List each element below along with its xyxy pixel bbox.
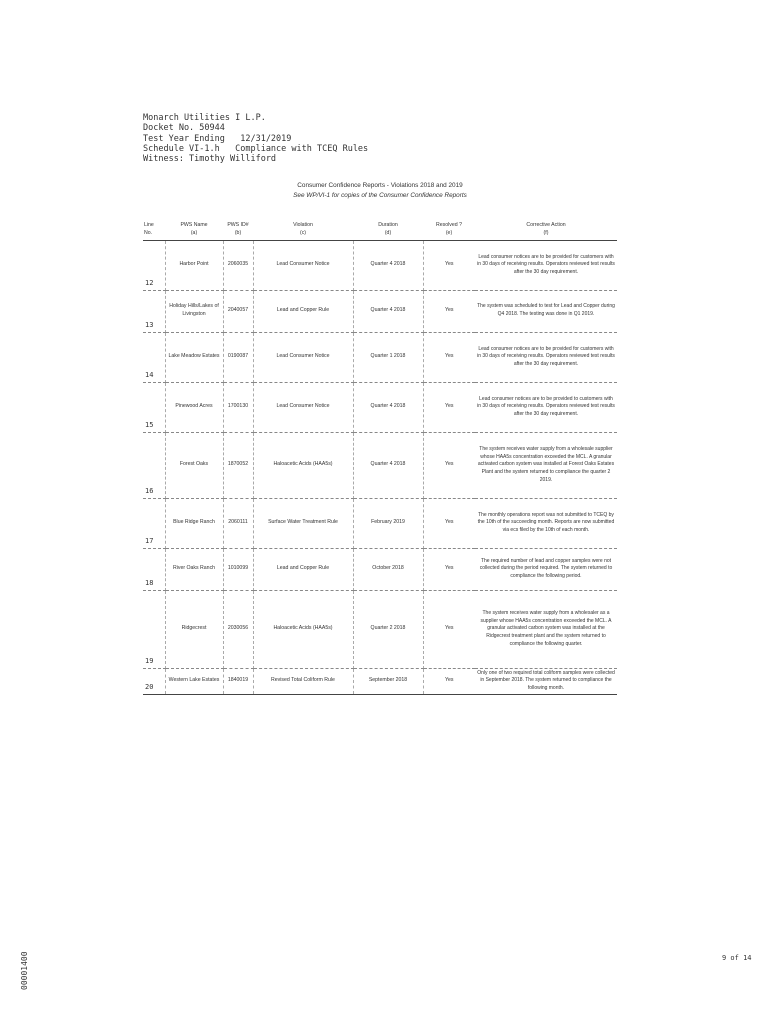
line-number-cell: 17	[143, 498, 165, 548]
line-number-cell: 12	[143, 240, 165, 290]
resolved-cell: Yes	[423, 332, 475, 382]
resolved-cell: Yes	[423, 590, 475, 668]
table-row	[143, 332, 617, 382]
duration-cell: October 2018	[353, 548, 423, 590]
duration-cell: Quarter 2 2018	[353, 590, 423, 668]
column-header-name: Corrective Action	[526, 222, 566, 228]
line-number-cell: 16	[143, 432, 165, 498]
column-header-label: (b)	[234, 229, 242, 236]
test-year: Test Year Ending 12/31/2019	[143, 133, 292, 144]
violation-cell: Lead Consumer Notice	[253, 240, 353, 290]
corrective-action-cell: Lead consumer notices are to be provided for customers with in 30 days of receiving results. Operators reviewed test results after the 30 day requirement.	[475, 240, 617, 290]
corrective-action-cell: The system receives water supply from a wholesaler as a supplier whose HAA5s concentration exceeded the MCL. A granular activated carbon system was installed at the Ridgecrest treatment plant and the system returned to compliance the following quarter.	[475, 590, 617, 668]
table-row	[143, 590, 617, 668]
violation-cell: Surface Water Treatment Rule	[253, 498, 353, 548]
column-header-label: (a)	[190, 229, 198, 236]
corrective-action-cell: Only one of two required total coliform samples were collected in September 2018. The system returned to compliance the following month.	[475, 668, 617, 694]
column-header-label: (e)	[445, 229, 453, 236]
pws-name-cell: Western Lake Estates	[165, 668, 223, 694]
resolved-cell: Yes	[423, 240, 475, 290]
pws-id-cell: 1840019	[223, 668, 253, 694]
document-header	[143, 113, 368, 164]
table-row	[143, 432, 617, 498]
duration-cell: Quarter 1 2018	[353, 332, 423, 382]
duration-cell: Quarter 4 2018	[353, 240, 423, 290]
corrective-action-cell: The required number of lead and copper samples were not collected during the period required. The system returned to compliance the following period.	[475, 548, 617, 590]
pws-name-cell: Forest Oaks	[165, 432, 223, 498]
duration-cell: Quarter 4 2018	[353, 382, 423, 432]
violation-cell: Lead and Copper Rule	[253, 290, 353, 332]
column-header-label: (c)	[299, 229, 307, 236]
duration-cell: February 2019	[353, 498, 423, 548]
pws-id-cell: 0190087	[223, 332, 253, 382]
pws-id-cell: 2060035	[223, 240, 253, 290]
column-header-label: (d)	[384, 229, 392, 236]
column-header	[143, 220, 165, 240]
pws-name-cell: Blue Ridge Ranch	[165, 498, 223, 548]
line-number-cell: 15	[143, 382, 165, 432]
line-number-cell: 19	[143, 590, 165, 668]
schedule-title: Schedule VI-1.h Compliance with TCEQ Rules	[143, 143, 369, 154]
column-header-name: PWS Name	[180, 222, 208, 228]
pws-id-cell: 2060111	[223, 498, 253, 548]
report-title: Consumer Confidence Reports - Violations 2018 and 2019	[297, 182, 463, 189]
docket-number: Docket No. 50944	[143, 123, 225, 134]
duration-cell: Quarter 4 2018	[353, 290, 423, 332]
table-row	[143, 668, 617, 694]
corrective-action-cell: Lead consumer notices are to be provided for customers with in 30 days of receiving results. Operators reviewed test results after the 30 day requirement.	[475, 332, 617, 382]
line-number-cell: 14	[143, 332, 165, 382]
column-header	[223, 220, 253, 240]
column-header-name: Line	[144, 222, 154, 228]
corrective-action-cell: The monthly operations report was not submitted to TCEQ by the 10th of the succeeding month. Reports are now submitted via ecs filed by the 10th of each month.	[475, 498, 617, 548]
corrective-action-cell: Lead consumer notices are to be provided to customers with in 30 days of receiving results. Operators reviewed test results after the 30 day requirement.	[475, 382, 617, 432]
witness: Witness: Timothy Williford	[143, 154, 277, 165]
line-number-cell: 13	[143, 290, 165, 332]
resolved-cell: Yes	[423, 498, 475, 548]
line-number-cell: 18	[143, 548, 165, 590]
column-header-name: Resolved ?	[436, 222, 462, 228]
column-header-name: PWS ID#	[227, 222, 249, 228]
pws-id-cell: 1700130	[223, 382, 253, 432]
resolved-cell: Yes	[423, 548, 475, 590]
corrective-action-cell: The system was scheduled to test for Lead and Copper during Q4 2018. The testing was done in Q1 2019.	[475, 290, 617, 332]
resolved-cell: Yes	[423, 668, 475, 694]
violation-cell: Lead and Copper Rule	[253, 548, 353, 590]
violation-cell: Haloacetic Acids (HAA5s)	[253, 590, 353, 668]
pws-name-cell: River Oaks Ranch	[165, 548, 223, 590]
table-row	[143, 240, 617, 290]
resolved-cell: Yes	[423, 290, 475, 332]
pws-name-cell: Pinewood Acres	[165, 382, 223, 432]
duration-cell: Quarter 4 2018	[353, 432, 423, 498]
pws-id-cell: 2040057	[223, 290, 253, 332]
violation-cell: Lead Consumer Notice	[253, 382, 353, 432]
pws-id-cell: 1010099	[223, 548, 253, 590]
column-header-name: Duration	[378, 222, 398, 228]
violations-table	[143, 220, 617, 695]
violation-cell: Haloacetic Acids (HAA5s)	[253, 432, 353, 498]
column-header	[165, 220, 223, 240]
pws-id-cell: 2030056	[223, 590, 253, 668]
pws-name-cell: Ridgecrest	[165, 590, 223, 668]
table-row	[143, 548, 617, 590]
table-row	[143, 382, 617, 432]
table-header-row	[143, 220, 617, 240]
table-row	[143, 290, 617, 332]
duration-cell: September 2018	[353, 668, 423, 694]
resolved-cell: Yes	[423, 382, 475, 432]
table-row	[143, 498, 617, 548]
pws-id-cell: 1870052	[223, 432, 253, 498]
pws-name-cell: Holiday Hills/Lakes of Livingston	[165, 290, 223, 332]
column-header-label: (f)	[543, 229, 549, 236]
report-titles	[143, 181, 617, 201]
column-header-name: Violation	[293, 222, 313, 228]
bates-number: 00001400	[20, 951, 29, 990]
column-header	[353, 220, 423, 240]
column-header-label: No.	[144, 229, 153, 236]
report-subtitle: See WP/VI-1 for copies of the Consumer Confidence Reports	[293, 192, 467, 199]
column-header	[423, 220, 475, 240]
resolved-cell: Yes	[423, 432, 475, 498]
corrective-action-cell: The system receives water supply from a wholesale supplier whose HAA5s concentration exceeded the MCL. A granular activated carbon system was installed at Forest Oaks Estates Plant and the system returned to compliance the quarter 2 2019.	[475, 432, 617, 498]
pws-name-cell: Lake Meadow Estates	[165, 332, 223, 382]
table-body	[143, 240, 617, 694]
company-name: Monarch Utilities I L.P.	[143, 113, 266, 123]
pws-name-cell: Harbor Point	[165, 240, 223, 290]
violation-cell: Revised Total Coliform Rule	[253, 668, 353, 694]
column-header	[253, 220, 353, 240]
line-number-cell: 20	[143, 668, 165, 694]
column-header	[475, 220, 617, 240]
page-number: 9 of 14	[722, 954, 752, 962]
violation-cell: Lead Consumer Notice	[253, 332, 353, 382]
